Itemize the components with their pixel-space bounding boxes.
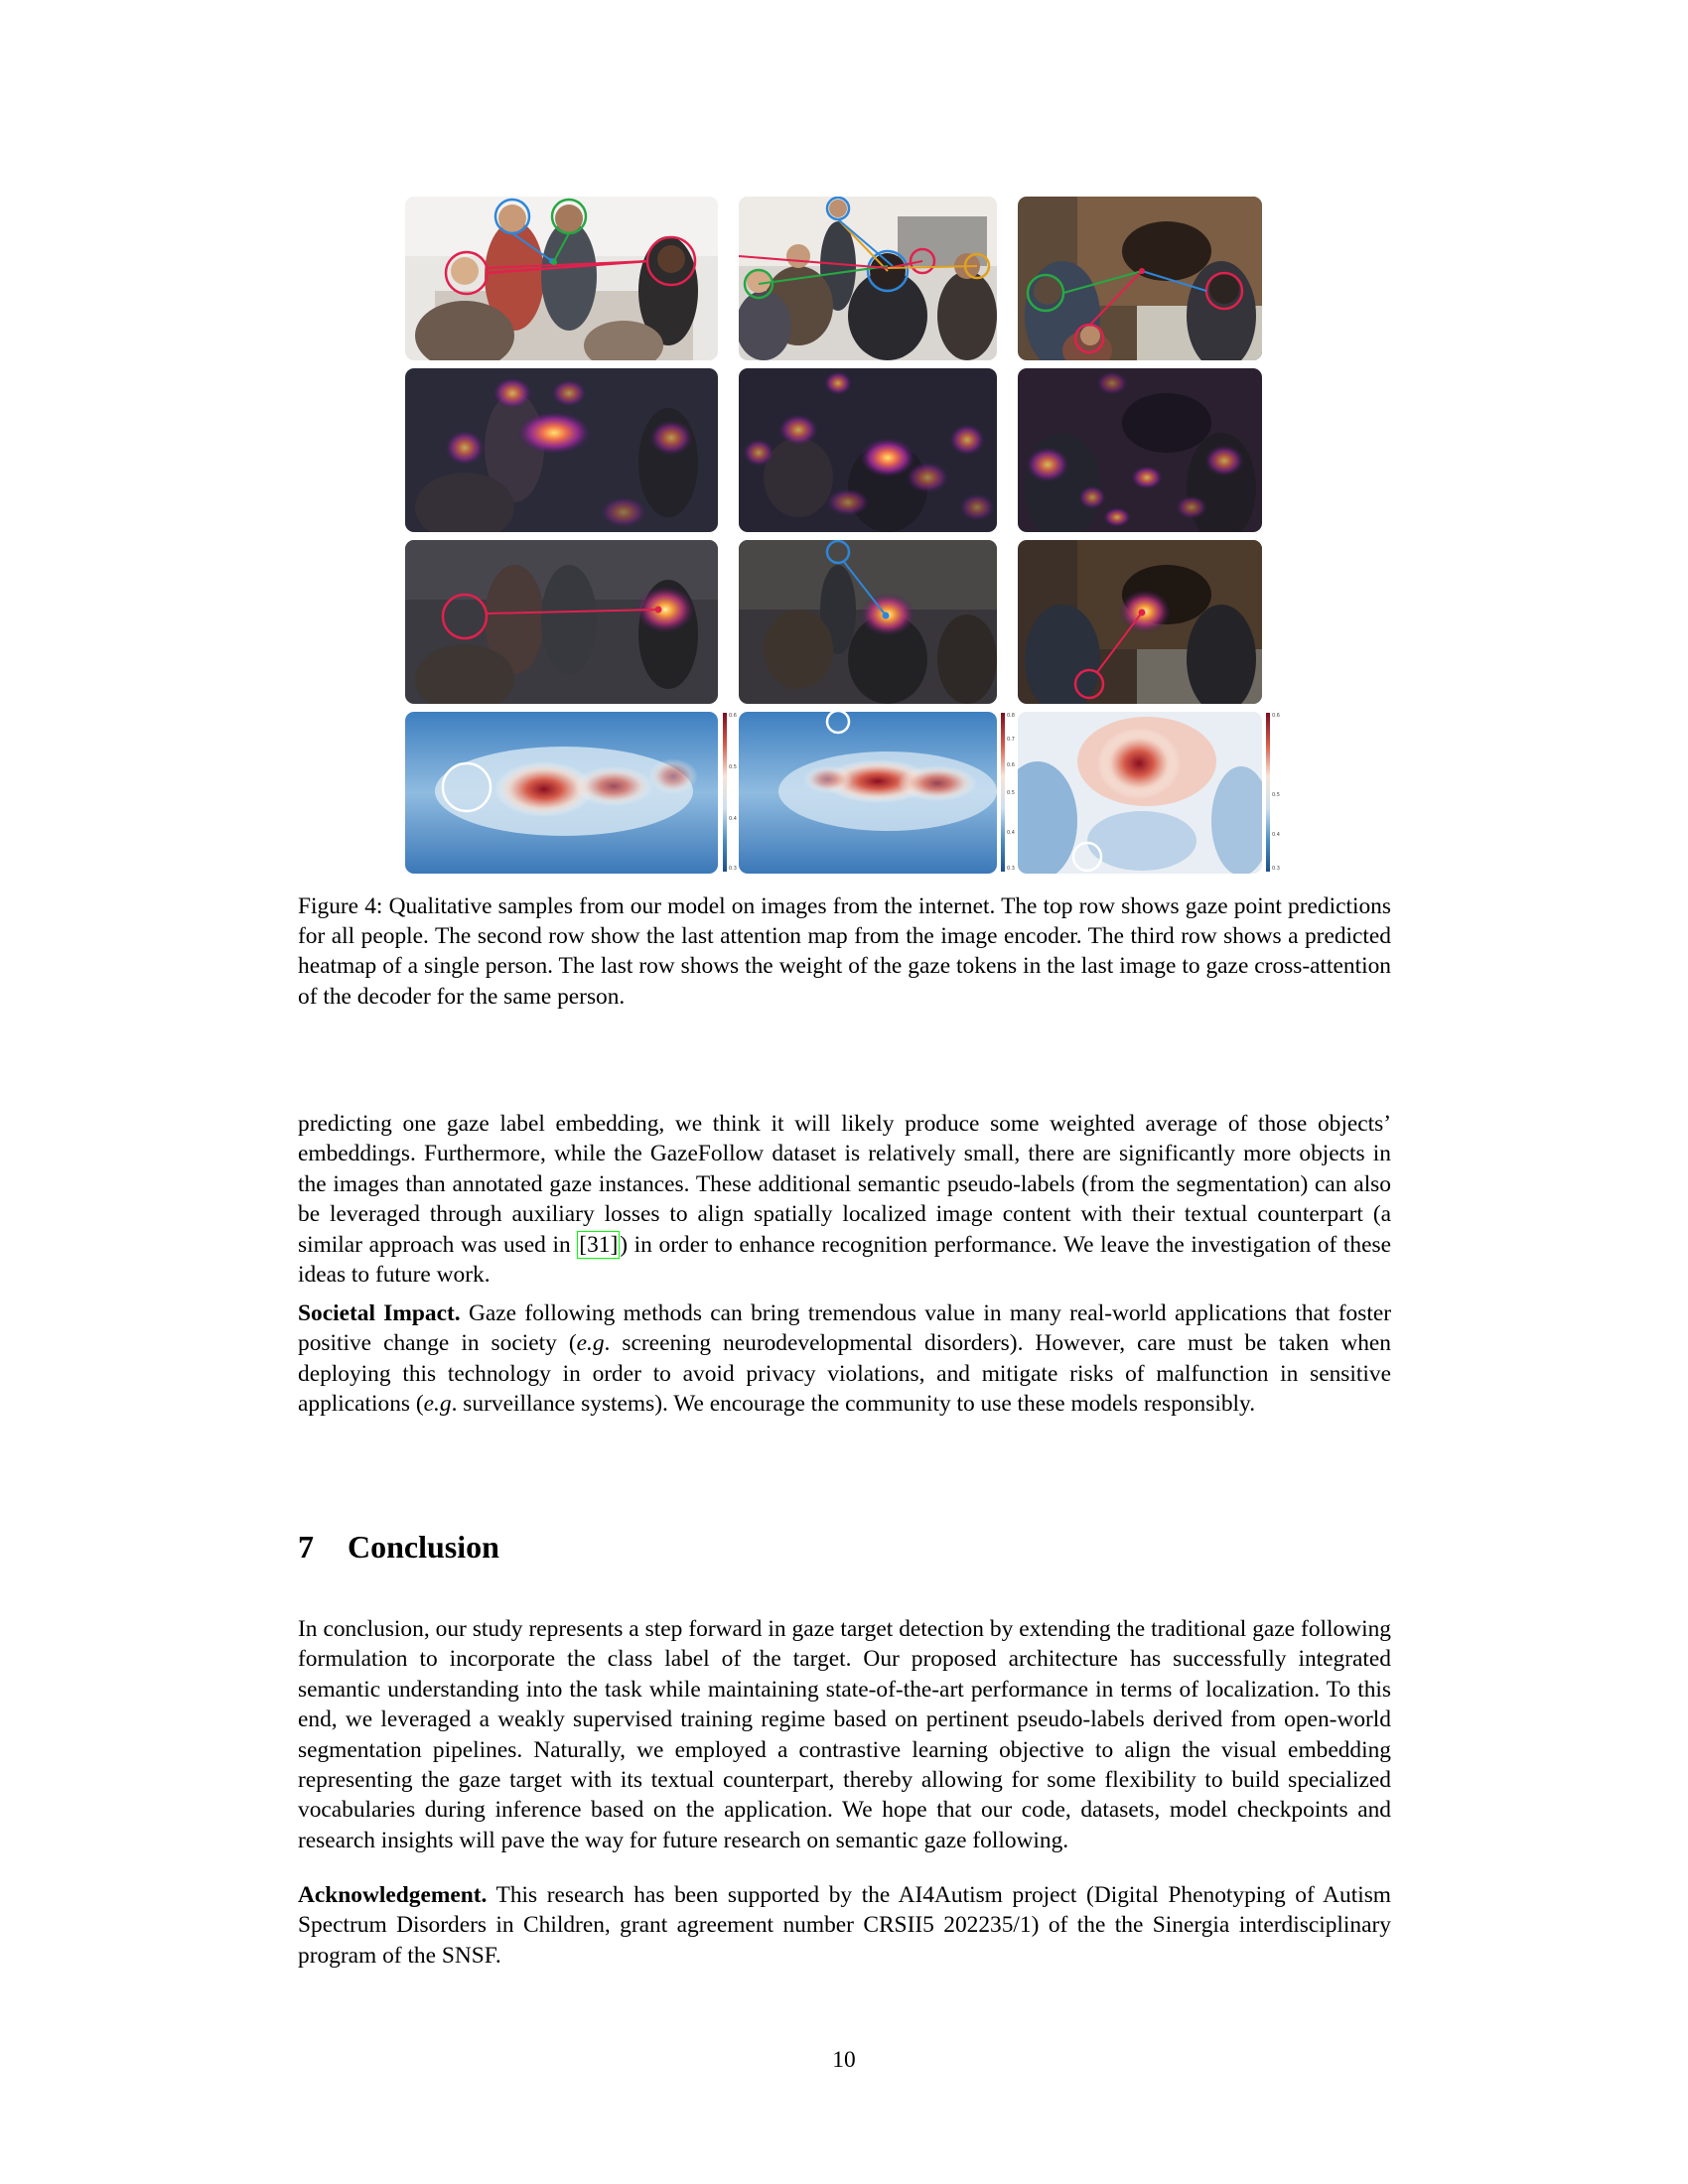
colorbar-tick: 0.4 <box>1272 832 1280 838</box>
colorbar-3 <box>1266 713 1270 872</box>
paragraph-text: . screening neurodevelopmental disorders). However, care must be taken when deploying this technology in order to avoid privacy violations, and mitigate risks of malfunction in sensitive applications ( <box>298 1330 1391 1418</box>
paragraph-text: This research has been supported by the AI4Autism project (Digital Phenotyping of Autism Spectrum Disorders in Children, grant agreement number CRSII5 202235/1) of the the Sinergia interdisciplinary program of the SNSF. <box>298 1882 1391 1969</box>
colorbar-tick: 0.6 <box>1007 762 1015 768</box>
colorbar-tick: 0.4 <box>1007 830 1015 836</box>
eg-abbrev: e.g <box>423 1391 452 1418</box>
attention-map-cliff <box>1018 368 1262 532</box>
page-number: 10 <box>832 2047 856 2073</box>
attention-map-classroom <box>739 368 997 532</box>
colorbar-tick: 0.7 <box>1007 737 1015 743</box>
societal-impact-heading: Societal Impact. <box>298 1300 461 1326</box>
paragraph-text: . surveillance systems). We encourage the community to use these models responsibly. <box>451 1391 1256 1418</box>
societal-impact-paragraph <box>298 1298 1391 1420</box>
figure-4 <box>0 0 1688 884</box>
photo-cliff-gaze-predictions <box>1018 197 1262 360</box>
colorbar-tick: 0.3 <box>1272 866 1280 872</box>
colorbar-tick: 0.3 <box>729 866 737 872</box>
section-heading <box>298 1529 499 1566</box>
colorbar-tick: 0.6 <box>1272 713 1280 719</box>
predicted-heatmap-classroom <box>739 540 997 704</box>
discussion-paragraph <box>298 1109 1391 1290</box>
citation-31-link[interactable]: [31] <box>579 1231 619 1258</box>
colorbar-1 <box>723 713 727 872</box>
cross-attention-classroom <box>739 712 997 874</box>
cross-attention-office <box>405 712 718 874</box>
acknowledgement-paragraph <box>298 1880 1391 1971</box>
colorbar-2 <box>1001 713 1005 872</box>
section-title: Conclusion <box>348 1529 499 1565</box>
paragraph-text: predicting one gaze label embedding, we think it will likely produce some weighted average of those objects’ embeddings. Furthermore, while the GazeFollow dataset is relatively small, there are significantly more objects in the images than annotated gaze instances. These additional semantic pseudo-labels (from the segmentation) can also be leveraged through auxiliary losses to align spatially localized image content with their textual counterpart (a similar approach was used in <box>298 1111 1391 1258</box>
attention-map-office <box>405 368 718 532</box>
paragraph-text: Gaze following methods can bring tremendous value in many real-world applications that foster positive change in society ( <box>298 1300 1392 1357</box>
caption-label: Figure 4: <box>298 893 383 919</box>
colorbar-tick: 0.5 <box>1007 790 1015 796</box>
colorbar-tick: 0.6 <box>729 713 737 719</box>
predicted-heatmap-cliff <box>1018 540 1262 704</box>
colorbar-tick: 0.4 <box>729 816 737 822</box>
colorbar-tick: 0.5 <box>1272 792 1280 798</box>
acknowledgement-heading: Acknowledgement. <box>298 1882 488 1908</box>
cross-attention-cliff <box>1018 712 1262 874</box>
figure-caption <box>298 891 1391 1012</box>
eg-abbrev: e.g <box>576 1330 605 1357</box>
caption-text: Qualitative samples from our model on images from the internet. The top row shows gaze point predictions for all people. The second row show the last attention map from the image encoder. The third row shows a predicted heatmap of a single person. The last row shows the weight of the gaze tokens in the last image to gaze cross-attention of the decoder for the same person. <box>298 893 1391 1010</box>
colorbar-tick: 0.8 <box>1007 713 1015 719</box>
colorbar-tick: 0.5 <box>729 764 737 770</box>
photo-office-gaze-predictions <box>405 197 718 360</box>
photo-classroom-gaze-predictions <box>739 197 997 360</box>
paragraph-text: ) in order to enhance recognition performance. We leave the investigation of these ideas to future work. <box>298 1231 1391 1289</box>
conclusion-paragraph: In conclusion, our study represents a step forward in gaze target detection by extending the traditional gaze following formulation to incorporate the class label of the target. Our proposed architecture has successfully integrated semantic understanding into the task while maintaining state-of-the-art performance in terms of localization. To this end, we leveraged a weakly supervised training regime based on pertinent pseudo-labels derived from open-world segmentation pipelines. Naturally, we employed a contrastive learning objective to align the visual embedding representing the gaze target with its textual counterpart, thereby allowing for some flexibility to build specialized vocabularies during inference based on the application. We hope that our code, datasets, model checkpoints and research insights will pave the way for future research on semantic gaze following. <box>298 1616 1391 1853</box>
predicted-heatmap-office <box>405 540 718 704</box>
section-number: 7 <box>298 1529 314 1565</box>
colorbar-tick: 0.3 <box>1007 866 1015 872</box>
